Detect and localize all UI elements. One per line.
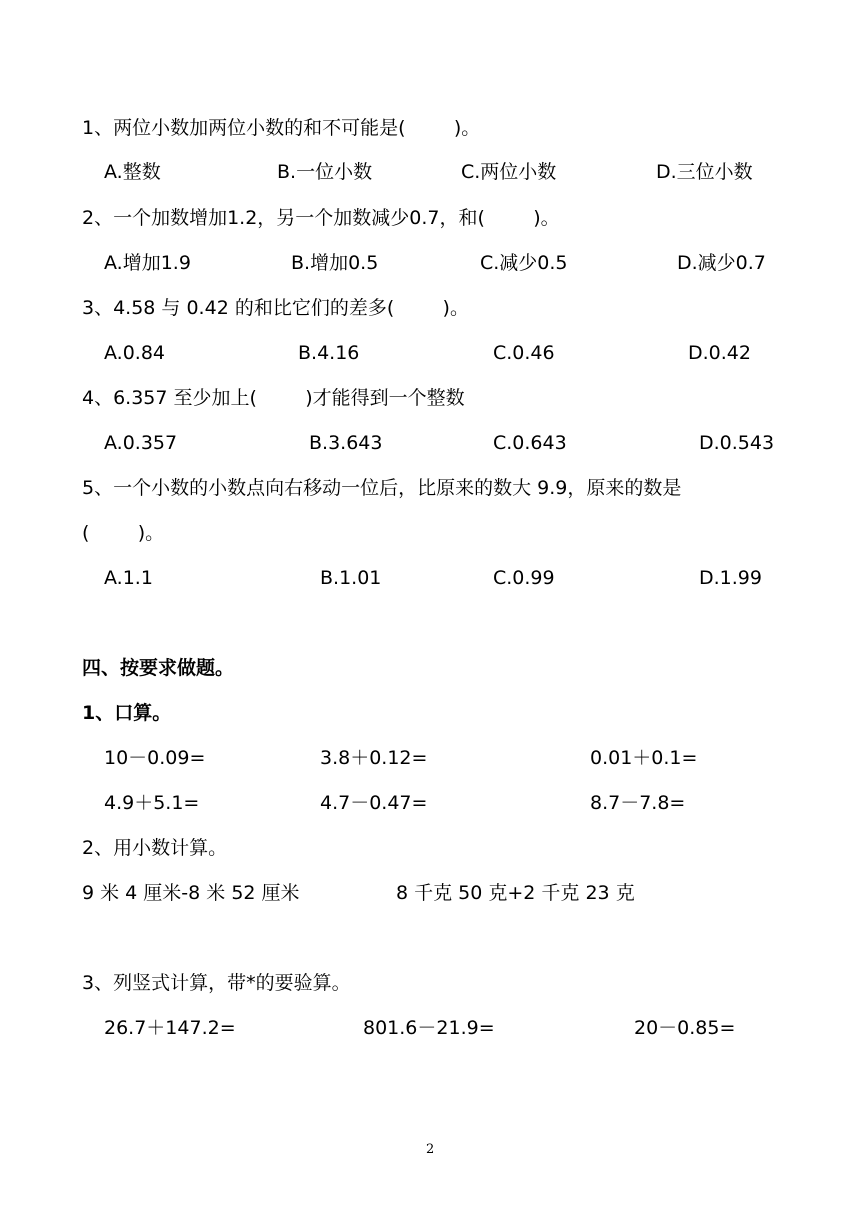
vertical-calc-item: 801.6－21.9= — [363, 1017, 495, 1039]
question-2-option-c: C.减少0.5 — [480, 252, 568, 274]
question-4-option-d: D.0.543 — [699, 432, 775, 454]
decimal-calc-item: 9 米 4 厘米-8 米 52 厘米 — [82, 882, 300, 904]
question-1-option-b: B.一位小数 — [277, 161, 373, 183]
question-5-stem: 5、一个小数的小数点向右移动一位后，比原来的数大 9.9，原来的数是 — [82, 477, 682, 499]
question-5-option-b: B.1.01 — [320, 567, 382, 589]
question-5-stem-continued: ( )。 — [82, 522, 165, 544]
question-4-option-b: B.3.643 — [309, 432, 383, 454]
question-5-option-d: D.1.99 — [699, 567, 762, 589]
section-4-heading: 四、按要求做题。 — [82, 657, 235, 679]
decimal-calc-title: 2、用小数计算。 — [82, 837, 228, 859]
question-3-option-c: C.0.46 — [493, 342, 555, 364]
oral-calc-item: 0.01＋0.1= — [590, 747, 698, 769]
question-3-option-b: B.4.16 — [298, 342, 360, 364]
question-5-option-a: A.1.1 — [104, 567, 153, 589]
decimal-calc-item: 8 千克 50 克+2 千克 23 克 — [396, 882, 635, 904]
oral-calc-title: 1、口算。 — [82, 702, 172, 724]
oral-calc-item: 4.7－0.47= — [320, 792, 428, 814]
question-4-option-a: A.0.357 — [104, 432, 178, 454]
question-1-option-c: C.两位小数 — [461, 161, 557, 183]
vertical-calc-title: 3、列竖式计算，带*的要验算。 — [82, 972, 351, 994]
question-2-option-d: D.减少0.7 — [677, 252, 766, 274]
vertical-calc-item: 26.7＋147.2= — [104, 1017, 236, 1039]
question-3-stem: 3、4.58 与 0.42 的和比它们的差多( )。 — [82, 297, 469, 319]
question-1-option-a: A.整数 — [104, 161, 161, 183]
question-4-option-c: C.0.643 — [493, 432, 567, 454]
oral-calc-item: 3.8＋0.12= — [320, 747, 428, 769]
question-5-option-c: C.0.99 — [493, 567, 555, 589]
question-3-option-a: A.0.84 — [104, 342, 166, 364]
question-1-stem: 1、两位小数加两位小数的和不可能是( )。 — [82, 117, 481, 139]
question-4-stem: 4、6.357 至少加上( )才能得到一个整数 — [82, 387, 465, 409]
oral-calc-item: 4.9＋5.1= — [104, 792, 200, 814]
page-number: 2 — [426, 1142, 435, 1157]
question-1-option-d: D.三位小数 — [656, 161, 753, 183]
question-3-option-d: D.0.42 — [688, 342, 751, 364]
oral-calc-item: 10－0.09= — [104, 747, 206, 769]
oral-calc-item: 8.7－7.8= — [590, 792, 686, 814]
question-2-option-a: A.增加1.9 — [104, 252, 191, 274]
question-2-stem: 2、一个加数增加1.2，另一个加数减少0.7，和( )。 — [82, 207, 560, 229]
vertical-calc-item: 20－0.85= — [634, 1017, 736, 1039]
question-2-option-b: B.增加0.5 — [291, 252, 379, 274]
